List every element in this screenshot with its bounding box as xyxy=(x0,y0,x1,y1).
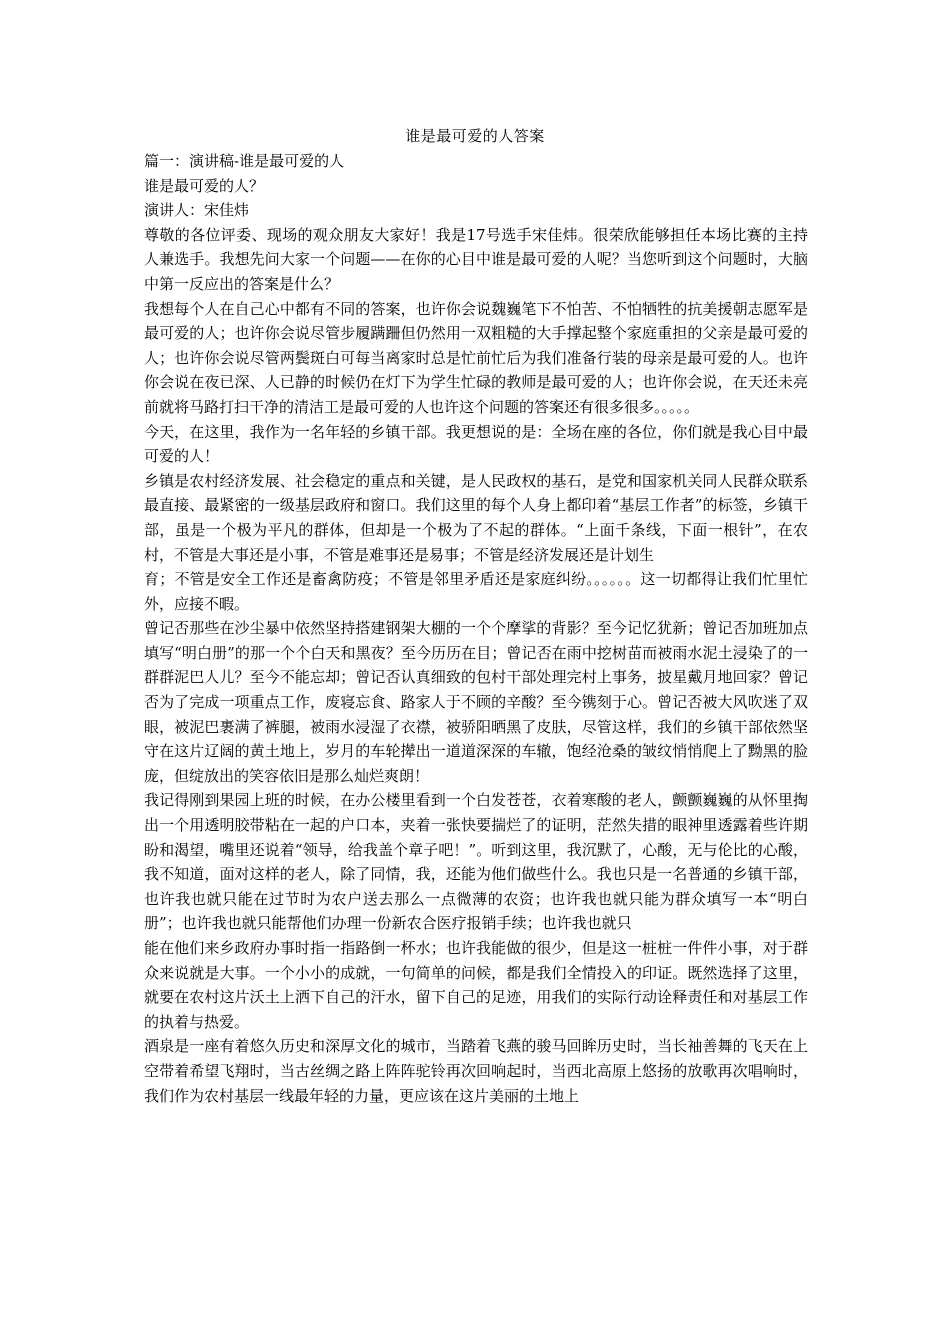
document-body xyxy=(144,149,808,1108)
paragraph: 我想每个人在自己心中都有不同的答案，也许你会说魏巍笔下不怕苦、不怕牺牲的抗美援朝志愿军是最可爱的人；也许你会说尽管步履蹒跚但仍然用一双粗糙的大手撑起整个家庭重担的父亲是最可爱的人；也许你会说尽管两鬓斑白可每当离家时总是忙前忙后为我们准备行装的母亲是最可爱的人。也许你会说在夜已深、人已静的时候仍在灯下为学生忙碌的教师是最可爱的人；也许你会说，在天还未亮前就将马路打扫干净的清洁工是最可爱的人也许这个问题的答案还有很多很多。。。。。 xyxy=(144,299,808,416)
speech-title: 谁是最可爱的人？ xyxy=(144,176,265,195)
paragraph: 酒泉是一座有着悠久历史和深厚文化的城市，当踏着飞燕的骏马回眸历史时，当长袖善舞的飞天在上空带着希望飞翔时，当古丝绸之路上阵阵驼铃再次回响起时，当西北高原上悠扬的放歌再次唱响时，我们作为农村基层一线最年轻的力量，更应该在这片美丽的土地上 xyxy=(144,1037,808,1105)
paragraph: 育；不管是安全工作还是畜禽防疫；不管是邻里矛盾还是家庭纠纷。。。。。。这一切都得让我们忙里忙外，应接不暇。 xyxy=(144,570,808,613)
paragraph: 我记得刚到果园上班的时候，在办公楼里看到一个白发苍苍，衣着寒酸的老人，颤颤巍巍的从怀里掏出一个用透明胶带粘在一起的户口本，夹着一张快要揣烂了的证明，茫然失措的眼神里透露着些许期盼和渴望，嘴里还说着“领导，给我盖个章子吧！”。听到这里，我沉默了，心酸，无与伦比的心酸，我不知道，面对这样的老人，除了同情，我，还能为他们做些什么。我也只是一名普通的乡镇干部，也许我也就只能在过节时为农户送去那么一点微薄的农资；也许我也就只能为群众填写一本“明白册”；也许我也就只能帮他们办理一份新农合医疗报销手续；也许我也就只 xyxy=(144,791,808,933)
paragraph: 尊敬的各位评委、现场的观众朋友大家好！我是17号选手宋佳炜。很荣欣能够担任本场比赛的主持人兼选手。我想先问大家一个问题——在你的心目中谁是最可爱的人呢？当您听到这个问题时，大脑中第一反应出的答案是什么？ xyxy=(144,225,808,293)
section-heading: 篇一：演讲稿-谁是最可爱的人 xyxy=(144,152,345,170)
paragraph: 能在他们来乡政府办事时指一指路倒一杯水；也许我能做的很少，但是这一桩桩一件件小事，对于群众来说就是大事。一个小小的成就，一句简单的问候，都是我们全情投入的印证。既然选择了这里，就要在农村这片沃土上洒下自己的汗水，留下自己的足迹，用我们的实际行动诠释责任和对基层工作的执着与热爱。 xyxy=(144,939,808,1031)
paragraph: 乡镇是农村经济发展、社会稳定的重点和关键，是人民政权的基石，是党和国家机关同人民群众联系最直接、最紧密的一级基层政府和窗口。我们这里的每个人身上都印着“基层工作者”的标签，乡镇干部，虽是一个极为平凡的群体，但却是一个极为了不起的群体。“上面千条线，下面一根针”，在农村，不管是大事还是小事，不管是难事还是易事；不管是经济发展还是计划生 xyxy=(144,471,808,564)
paragraph: 曾记否那些在沙尘暴中依然坚持搭建钢架大棚的一个个摩挲的背影？至今记忆犹新；曾记否加班加点填写“明白册”的那一个个白天和黑夜？至今历历在目；曾记否在雨中挖树苗而被雨水泥土浸染了的一群群泥巴人儿？至今不能忘却；曾记否认真细致的包村干部处理完村上事务，披星戴月地回家？曾记否为了完成一项重点工作，废寝忘食、路家人于不顾的辛酸？至今镌刻于心。曾记否被大风吹迷了双眼，被泥巴裹满了裤腿，被雨水浸湿了衣襟，被骄阳晒黑了皮肤，尽管这样，我们的乡镇干部依然坚守在这片辽阔的黄土地上，岁月的车轮撵出一道道深深的车辙，饱经沧桑的皱纹悄悄爬上了黝黑的脸庞，但绽放出的笑容依旧是那么灿烂爽朗！ xyxy=(144,619,808,785)
paragraph: 今天，在这里，我作为一名年轻的乡镇干部。我更想说的是：全场在座的各位，你们就是我心目中最可爱的人！ xyxy=(144,422,808,466)
document-title: 谁是最可爱的人答案 xyxy=(405,127,545,145)
speaker-line: 演讲人：宋佳炜 xyxy=(144,201,250,220)
